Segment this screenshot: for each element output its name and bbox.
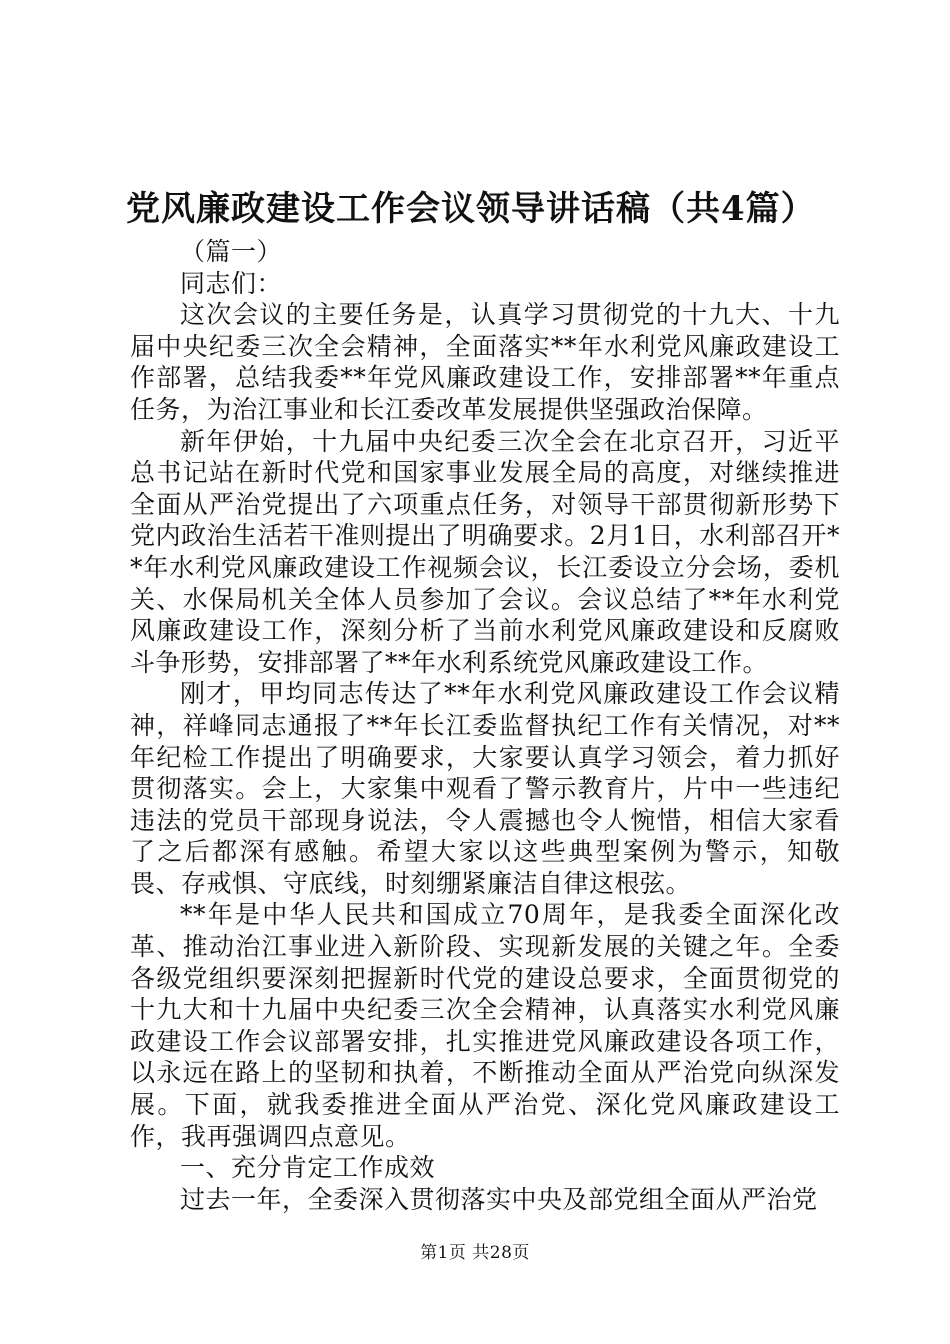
body-paragraph: 刚才，甲均同志传达了**年水利党风廉政建设工作会议精神，祥峰同志通报了**年长江委监督执纪工作有关情况，对**年纪检工作提出了明确要求，大家要认真学习领会，着力抓好贯彻落实。会上，大家集中观看了警示教育片，片中一些违纪违法的党员干部现身说法，令人震撼也令人惋惜，相信大家看了之后都深有感触。希望大家以这些典型案例为警示，知敬畏、存戒惧、守底线，时刻绷紧廉洁自律这根弦。	[130, 679, 840, 898]
body-paragraph: 过去一年，全委深入贯彻落实中央及部党组全面从严治党	[180, 1184, 818, 1214]
section-label: （篇一）	[180, 237, 283, 266]
document-title: 党风廉政建设工作会议领导讲话稿（共4篇）	[126, 189, 816, 229]
document-body	[130, 236, 840, 1215]
body-paragraph: 新年伊始，十九届中央纪委三次全会在北京召开，习近平总书记站在新时代党和国家事业发展全局的高度，对继续推进全面从严治党提出了六项重点任务，对领导干部贯彻新形势下党内政治生活若干准则提出了明确要求。2月1日，水利部召开**年水利党风廉政建设工作视频会议，长江委设立分会场，委机关、水保局机关全体人员参加了会议。会议总结了**年水利党风廉政建设工作，深刻分析了当前水利党风廉政建设和反腐败斗争形势，安排部署了**年水利系统党风廉政建设工作。	[130, 426, 840, 677]
salutation: 同志们：	[180, 268, 283, 298]
section-heading: 一、充分肯定工作成效	[180, 1153, 436, 1183]
page-number-footer: 第1页 共28页	[420, 1243, 530, 1263]
body-paragraph: **年是中华人民共和国成立70周年，是我委全面深化改革、推动治江事业进入新阶段、实现新发展的关键之年。全委各级党组织要深刻把握新时代党的建设总要求，全面贯彻党的十九大和十九届中央纪委三次全会精神，认真落实水利党风廉政建设工作会议部署安排，扎实推进党风廉政建设各项工作，以永远在路上的坚韧和执着，不断推动全面从严治党向纵深发展。下面，就我委推进全面从严治党、深化党风廉政建设工作，我再强调四点意见。	[130, 900, 840, 1151]
body-paragraph: 这次会议的主要任务是，认真学习贯彻党的十九大、十九届中央纪委三次全会精神，全面落实**年水利党风廉政建设工作部署，总结我委**年党风廉政建设工作，安排部署**年重点任务，为治江事业和长江委改革发展提供坚强政治保障。	[130, 300, 840, 424]
